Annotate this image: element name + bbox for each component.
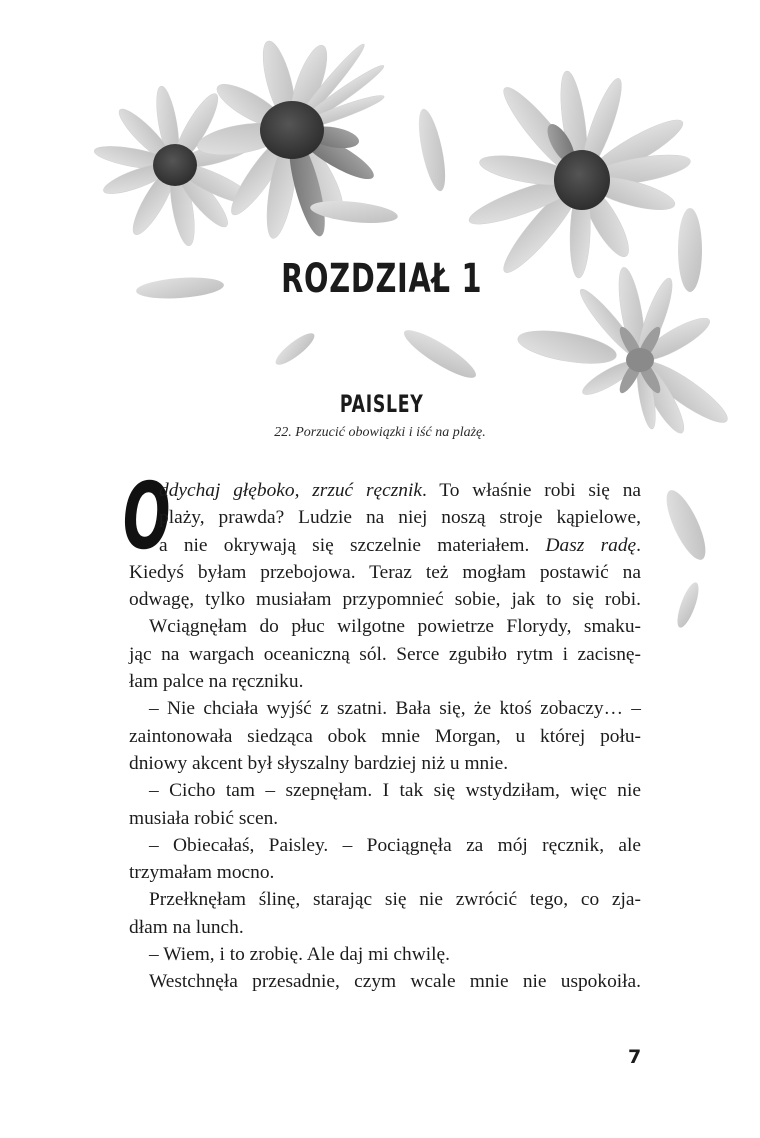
text-span: a nie okrywają się szczelnie materiałem. [159, 534, 546, 556]
text-line: trzymałam mocno. [129, 862, 275, 884]
text-line [129, 532, 641, 559]
text-line: Wciągnęłam do płuc wilgotne powietrze Florydy, smaku- [149, 616, 641, 638]
text-line: dłam na lunch. [129, 916, 244, 938]
text-line: plaży, prawda? Ludzie na niej noszą stroje kąpielowe, [159, 507, 641, 529]
italic-text: Dasz radę [545, 534, 637, 556]
text-line: – Cicho tam – szepnęłam. I tak się wstydziłam, więc nie [149, 780, 641, 802]
text-span: . [636, 534, 641, 556]
chapter-title: ROZDZIAŁ 1 [281, 256, 483, 302]
italic-text: ddychaj głęboko, zrzuć ręcznik [159, 480, 422, 501]
text-span: . To właśnie robi się na [421, 480, 641, 501]
text-line: dniowy akcent był słyszalny bardziej niż u mnie. [129, 752, 509, 774]
flower-icon [93, 85, 257, 248]
text-line: Kiedyś byłam przebojowa. Teraz też mogłam postawić na [129, 561, 641, 583]
text-line: odwagę, tylko musiałam przypomnieć sobie, jak to się robi. [129, 589, 641, 611]
text-line: – Obiecałaś, Paisley. – Pociągnęła za mój ręcznik, ale [149, 834, 641, 856]
drop-cap: O [117, 463, 176, 570]
epigraph: 22. Porzucić obowiązki i iść na plażę. [274, 425, 486, 440]
text-line: – Wiem, i to zrobię. Ale daj mi chwilę. [149, 944, 450, 966]
text-line: Westchnęła przesadnie, czym wcale mnie nie uspokoiła. [149, 971, 641, 993]
text-line: łam palce na ręczniku. [129, 671, 304, 693]
text-line: zaintonowała siedząca obok mnie Morgan, u której połu- [129, 725, 641, 747]
pov-character-name: PAISLEY [339, 390, 424, 418]
text-line: – Nie chciała wyjść z szatni. Bała się, że ktoś zobaczy… – [149, 698, 641, 720]
text-line: jąc na wargach oceaniczną sól. Serce zgubiło rytm i zacisnę- [129, 643, 641, 665]
flower-icon [465, 70, 692, 280]
body-text [129, 477, 641, 996]
text-line: musiała robić scen. [129, 807, 279, 829]
text-line [129, 477, 641, 504]
text-line: Przełknęłam ślinę, starając się nie zwrócić tego, co zja- [149, 889, 641, 911]
page-number: 7 [628, 1046, 642, 1068]
